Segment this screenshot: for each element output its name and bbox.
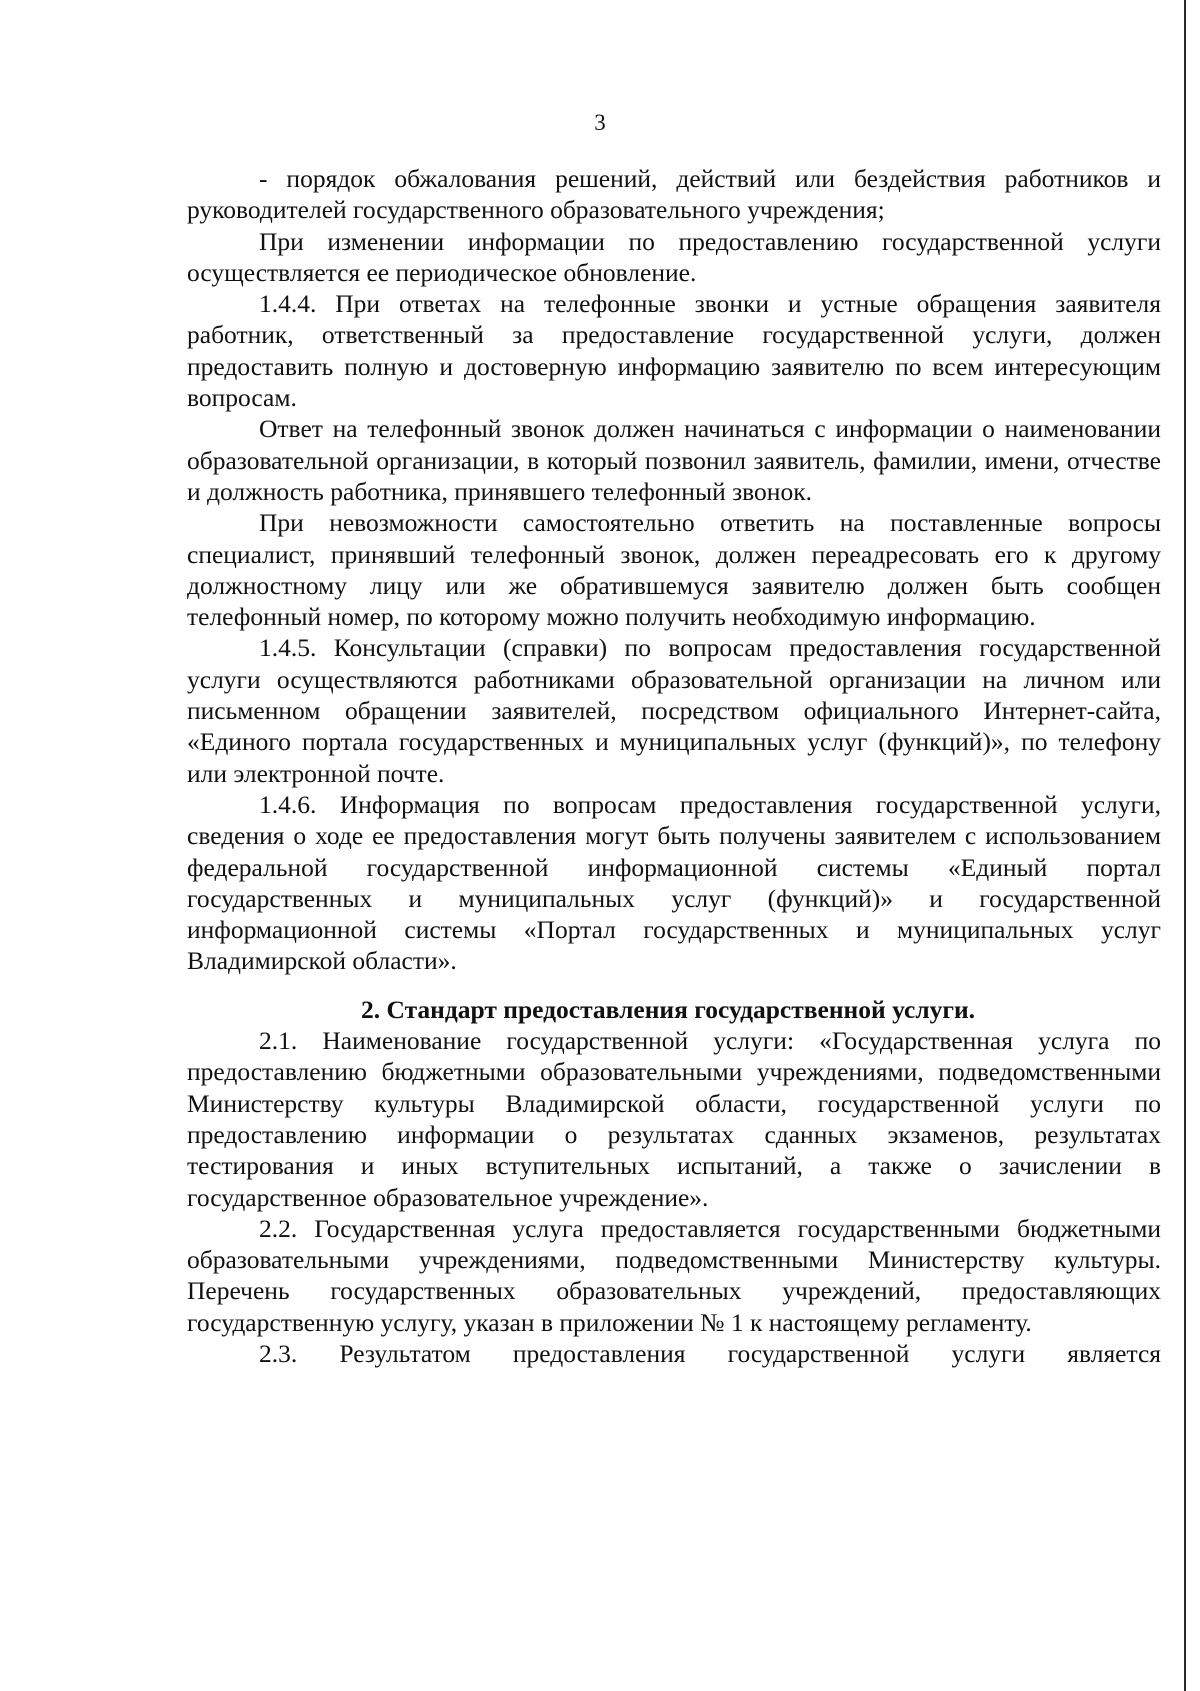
document-body [187,163,1161,1369]
paragraph-2-1: 2.1. Наименование государственной услуги: «Государственная услуга по предоставлению бюджетными образовательными учреждениями, подведомственными Министерству культуры Владимирской области, государственной услуги по предоставлению информации о результатах сданных экзаменов, результатах тестирования и иных вступительных испытаний, а также о зачислении в государственное образовательное учреждение». [187,1026,1161,1212]
paragraph-2-3: 2.3. Результатом предоставления государственной услуги является [259,1338,1161,1368]
paragraph-2-2: 2.2. Государственная услуга предоставляется государственными бюджетными образовательными учреждениями, подведомственными Министерству культуры. Перечень государственных образовательных учреждений, предоставляющих государственную услугу, указан в приложении № 1 к настоящему регламенту. [187,1213,1161,1337]
paragraph-1-4-5: 1.4.5. Консультации (справки) по вопросам предоставления государственной услуги осуществляются работниками образовательной организации на личном или письменном обращении заявителей, посредством официального Интернет-сайта, «Единого портала государственных и муниципальных услуг (функций)», по телефону или электронной почте. [187,633,1161,788]
section-heading: 2. Стандарт предоставления государственной услуги. [361,994,976,1024]
page-number: 3 [594,110,606,135]
paragraph-redirect: При невозможности самостоятельно ответить на поставленные вопросы специалист, принявший телефонный звонок, должен переадресовать его к другому должностному лицу или же обратившемуся заявителю должен быть сообщен телефонный номер, по которому можно получить необходимую информацию. [187,508,1161,632]
paragraph-1-4-4: 1.4.4. При ответах на телефонные звонки и устные обращения заявителя работник, ответственный за предоставление государственной услуги, должен предоставить полную и достоверную информацию заявителю по всем интересующим вопросам. [187,289,1161,413]
paragraph-info-update: При изменении информации по предоставлению государственной услуги осуществляется ее периодическое обновление. [187,226,1161,287]
scan-edge-line [1184,0,1186,1691]
paragraph-phone-answer: Ответ на телефонный звонок должен начинаться с информации о наименовании образовательной организации, в который позвонил заявитель, фамилии, имени, отчестве и должность работника, принявшего телефонный звонок. [187,414,1161,506]
paragraph-1-4-6: 1.4.6. Информация по вопросам предоставления государственной услуги, сведения о ходе ее предоставления могут быть получены заявителем с использованием федеральной государственной информационной системы «Единый портал государственных и муниципальных услуг (функций)» и государственной информационной системы «Портал государственных и муниципальных услуг Владимирской области». [187,789,1161,976]
paragraph-appeal-procedure: - порядок обжалования решений, действий или бездействия работников и руководителей государственного образовательного учреждения; [187,164,1161,225]
